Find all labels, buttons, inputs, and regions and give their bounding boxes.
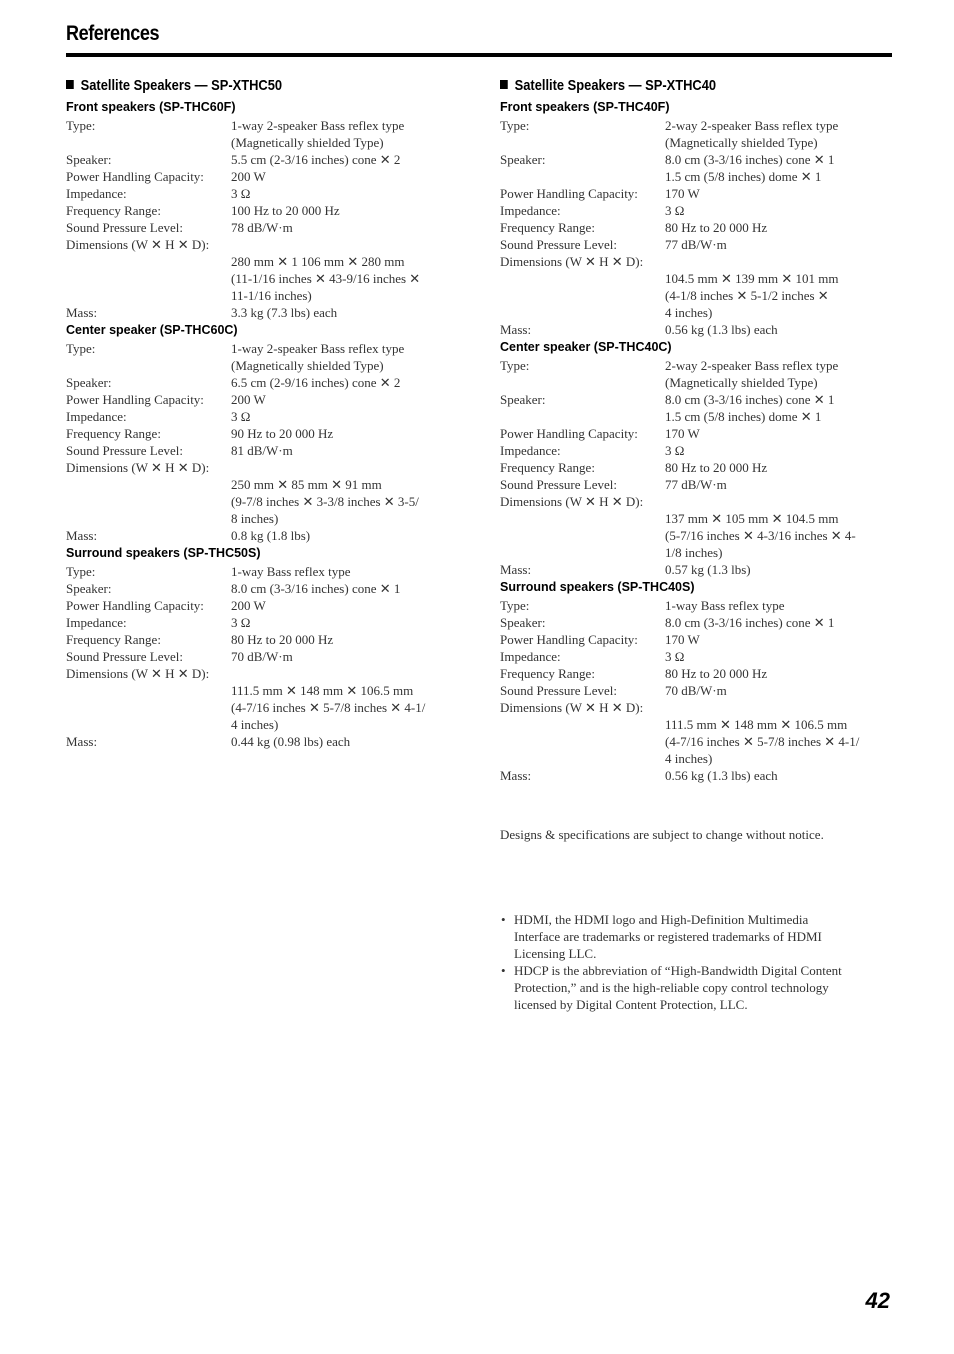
spec-value: (Magnetically shielded Type) [231,358,384,373]
spec-row [66,699,466,716]
spec-row [66,597,466,614]
spec-label [500,168,665,185]
spec-label: Mass: [500,562,532,577]
spec-label: Dimensions (W ✕ H ✕ D): [500,494,644,509]
spec-row [500,408,900,425]
spec-label: Frequency Range: [66,203,161,218]
spec-row [66,716,466,733]
spec-row [500,561,900,578]
bullet-dot-icon: • [501,963,506,978]
spec-row [500,476,900,493]
spec-table [66,340,466,544]
spec-label: Frequency Range: [500,460,595,475]
spec-row [66,357,466,374]
spec-value: 1-way 2-speaker Bass reflex type [231,341,405,356]
spec-label: Power Handling Capacity: [500,632,638,647]
spec-row [500,493,900,510]
left-column [66,74,466,750]
spec-row [500,716,900,733]
spec-value: 1-way Bass reflex type [665,598,785,613]
spec-group [66,321,466,544]
spec-label [66,716,231,733]
spec-row [500,767,900,784]
spec-value: 3 Ω [665,203,685,218]
spec-label: Power Handling Capacity: [500,426,638,441]
trademark-list [500,911,890,1013]
spec-label [66,287,231,304]
spec-row [500,304,900,321]
spec-row [66,527,466,544]
spec-label: Dimensions (W ✕ H ✕ D): [500,700,644,715]
spec-row [500,287,900,304]
spec-row [66,304,466,321]
spec-row [500,202,900,219]
page-header [66,22,892,57]
spec-label [66,493,231,510]
spec-group [500,578,900,784]
spec-label [66,270,231,287]
spec-groups [500,98,900,784]
spec-value: 5.5 cm (2-3/16 inches) cone ✕ 2 [231,152,401,167]
section-title-text: Satellite Speakers — SP-XTHC40 [514,77,717,94]
spec-label: Power Handling Capacity: [66,392,204,407]
section-title-text: Satellite Speakers — SP-XTHC50 [80,77,283,94]
spec-row [66,151,466,168]
spec-label: Sound Pressure Level: [66,649,183,664]
spec-row [66,648,466,665]
spec-label: Frequency Range: [66,426,161,441]
spec-label: Mass: [500,768,532,783]
spec-row [66,631,466,648]
spec-value: 3 Ω [231,409,251,424]
spec-row [66,270,466,287]
spec-value: (Magnetically shielded Type) [665,375,818,390]
spec-label [66,476,231,493]
spec-label: Sound Pressure Level: [500,683,617,698]
spec-label: Frequency Range: [500,666,595,681]
spec-table [500,117,900,338]
spec-value: (Magnetically shielded Type) [231,135,384,150]
spec-groups [66,98,466,750]
spec-group-title: Surround speakers (SP-THC40S) [500,580,695,594]
spec-label: Type: [500,358,530,373]
spec-row [500,442,900,459]
spec-row [500,527,900,544]
spec-value: 104.5 mm ✕ 139 mm ✕ 101 mm [665,271,839,286]
spec-label: Impedance: [66,409,127,424]
spec-label [66,510,231,527]
spec-row [500,357,900,374]
spec-row [500,151,900,168]
spec-value: 3 Ω [231,186,251,201]
spec-label: Dimensions (W ✕ H ✕ D): [66,237,210,252]
spec-label: Speaker: [500,152,546,167]
spec-table [66,563,466,750]
spec-row [66,202,466,219]
spec-row [66,185,466,202]
spec-group [500,98,900,338]
spec-value: 111.5 mm ✕ 148 mm ✕ 106.5 mm [231,683,414,698]
spec-row [500,631,900,648]
spec-row [500,219,900,236]
spec-row [500,168,900,185]
spec-value: 80 Hz to 20 000 Hz [665,220,768,235]
spec-row [66,510,466,527]
spec-label: Impedance: [66,186,127,201]
spec-group-title: Front speakers (SP-THC60F) [66,100,236,114]
spec-row [500,733,900,750]
spec-label: Power Handling Capacity: [66,169,204,184]
spec-row [500,253,900,270]
spec-value: 81 dB/W·m [231,443,293,458]
page-number: 42 [865,1288,890,1313]
page-title: References [66,22,160,45]
spec-value: 77 dB/W·m [665,477,727,492]
trademark-line: Protection,” and is the high-reliable copy control technology [514,980,829,995]
spec-label: Sound Pressure Level: [66,443,183,458]
spec-label [500,408,665,425]
spec-row [66,476,466,493]
spec-group [500,338,900,578]
spec-value: 80 Hz to 20 000 Hz [665,460,768,475]
spec-label: Speaker: [500,392,546,407]
spec-label: Type: [66,118,96,133]
spec-row [66,168,466,185]
spec-value: (4-7/16 inches ✕ 5-7/8 inches ✕ 4-1/ [231,700,426,715]
spec-row [500,544,900,561]
spec-label: Type: [66,341,96,356]
spec-value: 8.0 cm (3-3/16 inches) cone ✕ 1 [665,615,835,630]
spec-label [500,716,665,733]
spec-value: 6.5 cm (2-9/16 inches) cone ✕ 2 [231,375,401,390]
spec-label [500,270,665,287]
spec-value: 137 mm ✕ 105 mm ✕ 104.5 mm [665,511,839,526]
spec-row [500,185,900,202]
spec-row [66,563,466,580]
spec-label [66,253,231,270]
spec-value: 77 dB/W·m [665,237,727,252]
spec-row [66,682,466,699]
spec-label: Speaker: [66,152,112,167]
spec-value: 100 Hz to 20 000 Hz [231,203,340,218]
spec-row [66,665,466,682]
spec-row [66,287,466,304]
spec-row [500,665,900,682]
spec-label: Dimensions (W ✕ H ✕ D): [66,666,210,681]
spec-label: Type: [500,118,530,133]
spec-value: 11-1/16 inches) [231,288,312,303]
spec-value: 78 dB/W·m [231,220,293,235]
spec-label: Dimensions (W ✕ H ✕ D): [500,254,644,269]
trademark-line: Interface are trademarks or registered trademarks of HDMI [514,929,822,944]
spec-label: Mass: [66,305,98,320]
spec-value: 8.0 cm (3-3/16 inches) cone ✕ 1 [665,152,835,167]
spec-value: 3 Ω [231,615,251,630]
spec-label: Sound Pressure Level: [500,237,617,252]
spec-label [500,304,665,321]
spec-row [500,236,900,253]
spec-value: 2-way 2-speaker Bass reflex type [665,358,839,373]
spec-label [500,287,665,304]
spec-label [66,682,231,699]
spec-table [66,117,466,321]
spec-group-title: Surround speakers (SP-THC50S) [66,546,261,560]
spec-label [500,733,665,750]
spec-value: (4-7/16 inches ✕ 5-7/8 inches ✕ 4-1/ [665,734,860,749]
spec-row [66,374,466,391]
spec-row [500,270,900,287]
spec-value: 8.0 cm (3-3/16 inches) cone ✕ 1 [231,581,401,596]
spec-value: 111.5 mm ✕ 148 mm ✕ 106.5 mm [665,717,848,732]
trademark-item [500,911,890,962]
spec-value: 0.56 kg (1.3 lbs) each [665,768,778,783]
spec-row [500,391,900,408]
right-column [500,74,900,784]
spec-label: Mass: [500,322,532,337]
spec-label: Power Handling Capacity: [500,186,638,201]
spec-label: Impedance: [66,615,127,630]
spec-group [66,544,466,750]
spec-row [500,648,900,665]
spec-row [500,510,900,527]
spec-value: 280 mm ✕ 1 106 mm ✕ 280 mm [231,254,405,269]
spec-label [66,699,231,716]
spec-value: 70 dB/W·m [665,683,727,698]
spec-value: (Magnetically shielded Type) [665,135,818,150]
spec-value: 80 Hz to 20 000 Hz [665,666,768,681]
spec-value: 170 W [665,186,700,201]
spec-value: 90 Hz to 20 000 Hz [231,426,334,441]
spec-value: 8 inches) [231,511,279,526]
spec-label [500,510,665,527]
spec-row [500,614,900,631]
spec-value: 2-way 2-speaker Bass reflex type [665,118,839,133]
spec-row [66,117,466,134]
spec-label [66,134,231,151]
spec-row [66,614,466,631]
spec-row [66,391,466,408]
spec-row [66,134,466,151]
spec-row [500,459,900,476]
spec-value: 200 W [231,169,266,184]
spec-label [500,527,665,544]
spec-value: 1.5 cm (5/8 inches) dome ✕ 1 [665,169,822,184]
spec-row [66,493,466,510]
spec-row [500,682,900,699]
spec-value: (9-7/8 inches ✕ 3-3/8 inches ✕ 3-5/ [231,494,419,509]
spec-row [66,340,466,357]
trademark-item [500,962,890,1013]
spec-label: Impedance: [500,443,561,458]
spec-label: Mass: [66,528,98,543]
spec-row [66,580,466,597]
spec-row [500,321,900,338]
spec-group [66,98,466,321]
spec-row [500,117,900,134]
spec-row [500,750,900,767]
spec-label [500,374,665,391]
trademark-line: Licensing LLC. [514,946,597,961]
trademark-line: licensed by Digital Content Protection, LLC. [514,997,748,1012]
spec-label: Impedance: [500,203,561,218]
spec-value: 170 W [665,632,700,647]
section-title [500,74,844,98]
spec-label: Sound Pressure Level: [66,220,183,235]
spec-row [66,442,466,459]
spec-row [500,134,900,151]
spec-value: 0.8 kg (1.8 lbs) [231,528,311,543]
spec-value: 3 Ω [665,649,685,664]
spec-table [500,357,900,578]
spec-value: 0.57 kg (1.3 lbs) [665,562,751,577]
spec-value: (11-1/16 inches ✕ 43-9/16 inches ✕ [231,271,421,286]
spec-label: Speaker: [66,375,112,390]
spec-row [66,219,466,236]
spec-value: 1.5 cm (5/8 inches) dome ✕ 1 [665,409,822,424]
spec-label [500,544,665,561]
spec-value: 1/8 inches) [665,545,723,560]
spec-label: Power Handling Capacity: [66,598,204,613]
spec-label: Frequency Range: [66,632,161,647]
spec-value: (5-7/16 inches ✕ 4-3/16 inches ✕ 4- [665,528,856,543]
spec-label: Type: [66,564,96,579]
spec-value: 4 inches) [665,305,713,320]
spec-value: 4 inches) [665,751,713,766]
bullet-dot-icon: • [501,912,506,927]
spec-value: 4 inches) [231,717,279,732]
square-bullet-icon [500,80,508,89]
spec-value: 80 Hz to 20 000 Hz [231,632,334,647]
spec-value: 3.3 kg (7.3 lbs) each [231,305,338,320]
spec-row [500,374,900,391]
spec-group-title: Front speakers (SP-THC40F) [500,100,670,114]
spec-row [500,699,900,716]
spec-value: 8.0 cm (3-3/16 inches) cone ✕ 1 [665,392,835,407]
spec-table [500,597,900,784]
trademark-line: HDCP is the abbreviation of “High-Bandwidth Digital Content [514,963,842,978]
spec-group-title: Center speaker (SP-THC60C) [66,323,238,337]
spec-value: 170 W [665,426,700,441]
spec-label [66,357,231,374]
spec-row [66,253,466,270]
spec-row [66,236,466,253]
spec-row [66,425,466,442]
spec-value: 200 W [231,598,266,613]
spec-value: 3 Ω [665,443,685,458]
spec-label: Mass: [66,734,98,749]
spec-label [500,750,665,767]
spec-value: 1-way Bass reflex type [231,564,351,579]
spec-row [500,425,900,442]
spec-label: Speaker: [66,581,112,596]
spec-label: Sound Pressure Level: [500,477,617,492]
notice-text: Designs & specifications are subject to change without notice. [500,827,824,842]
spec-label: Dimensions (W ✕ H ✕ D): [66,460,210,475]
spec-value: 70 dB/W·m [231,649,293,664]
spec-value: 250 mm ✕ 85 mm ✕ 91 mm [231,477,382,492]
spec-value: 1-way 2-speaker Bass reflex type [231,118,405,133]
spec-value: (4-1/8 inches ✕ 5-1/2 inches ✕ [665,288,829,303]
spec-value: 200 W [231,392,266,407]
spec-value: 0.56 kg (1.3 lbs) each [665,322,778,337]
trademark-line: HDMI, the HDMI logo and High-Definition Multimedia [514,912,809,927]
spec-value: 0.44 kg (0.98 lbs) each [231,734,351,749]
spec-row [500,597,900,614]
spec-label: Frequency Range: [500,220,595,235]
spec-label: Type: [500,598,530,613]
spec-label: Impedance: [500,649,561,664]
spec-group-title: Center speaker (SP-THC40C) [500,340,672,354]
spec-row [66,408,466,425]
spec-row [66,733,466,750]
square-bullet-icon [66,80,74,89]
spec-label: Speaker: [500,615,546,630]
section-title [66,74,410,98]
spec-label [500,134,665,151]
spec-row [66,459,466,476]
